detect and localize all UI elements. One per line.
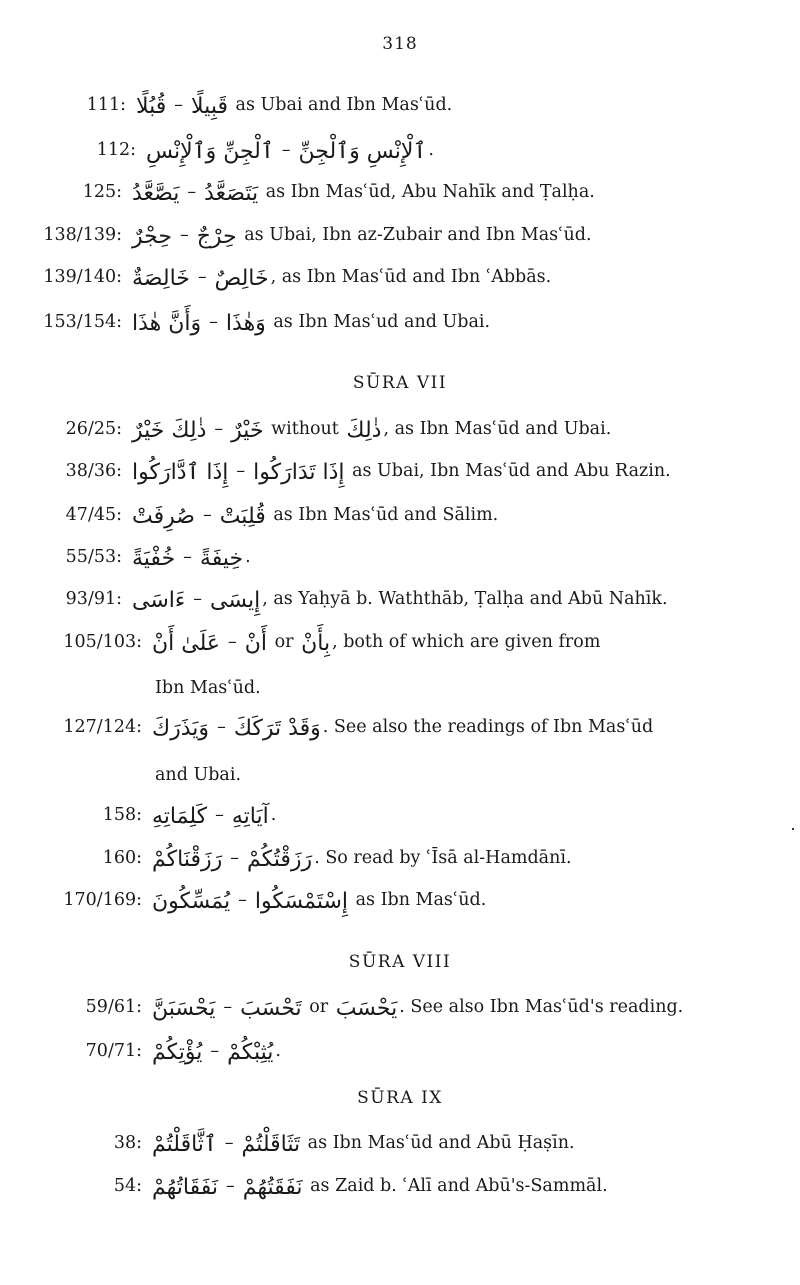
separator: – — [217, 717, 226, 737]
entry-54-ix — [30, 1177, 608, 1199]
arabic-variant: آيَاتِهِ — [231, 804, 269, 829]
entry-text: as Zaid b. ʿAlī and Abū's-Sammāl. — [304, 1176, 608, 1196]
separator: – — [236, 461, 246, 481]
sura-heading-vii: SŪRA VII — [352, 373, 448, 393]
entry-112 — [30, 141, 434, 163]
entry-text: as Ibn Masʿud and Ubai. — [267, 312, 491, 332]
arabic-variant: وَهٰذَا — [225, 311, 266, 336]
arabic-variant: إِسْتَمْسَكُوا — [254, 889, 349, 914]
separator: – — [281, 140, 291, 160]
arabic-variant: نَفَقَتُهُمْ — [242, 1175, 303, 1200]
verse-number: 111: — [86, 95, 126, 115]
arabic-variant: خَيْرٌ — [231, 418, 264, 443]
arabic-variant: قَبِيلًا — [191, 94, 228, 119]
separator: – — [202, 505, 212, 525]
entry-text: . — [428, 140, 434, 160]
separator: – — [223, 997, 233, 1017]
arabic-reading: رَزَقْنَاكُمْ — [152, 847, 223, 872]
entry-55 — [30, 548, 251, 570]
arabic-variant-alt: ذٰلِكَ — [346, 418, 382, 443]
entry-text: as Ubai, Ibn az-Zubair and Ibn Masʿūd. — [238, 225, 592, 245]
entry-text: as Ibn Masʿūd and Sālim. — [267, 505, 499, 525]
arabic-reading: ٱلْجِنِّ وَٱلْإِنْسِ — [146, 139, 274, 164]
entry-105-continuation: Ibn Masʿūd. — [155, 678, 261, 698]
entry-38-ix — [30, 1134, 575, 1156]
verse-number: 170/169: — [63, 890, 142, 910]
entry-text: , as Ibn Masʿūd and Ibn ʿAbbās. — [270, 267, 552, 287]
arabic-variant: وَقَدْ تَرَكَكَ — [233, 716, 321, 741]
arabic-variant-alt: يَحْسَبَ — [335, 996, 398, 1021]
verse-number: 112: — [96, 140, 136, 160]
arabic-variant: حِرْجٌ — [196, 224, 237, 249]
entry-170 — [30, 891, 486, 913]
stray-mark — [792, 828, 794, 830]
arabic-reading: يُمَسِّكُونَ — [152, 889, 231, 914]
arabic-reading: وَيَذَرَكَ — [152, 716, 210, 741]
arabic-reading: ذٰلِكَ خَيْرٌ — [132, 418, 207, 443]
arabic-variant: يُثِبْكُمْ — [227, 1040, 274, 1065]
separator: – — [238, 890, 247, 910]
verse-number: 138/139: — [43, 225, 122, 245]
arabic-reading: صُرِفَتْ — [132, 504, 195, 529]
entry-text: as Ibn Masʿūd. — [350, 890, 487, 910]
entry-text: , both of which are given from — [332, 632, 601, 652]
verse-number: 93/91: — [65, 589, 122, 609]
arabic-variant: ٱلْإِنْسِ وَٱلْجِنِّ — [298, 139, 427, 164]
arabic-reading: يَصَّعَّدُ — [132, 181, 180, 206]
arabic-reading: ٱثَّاقَلْتُمْ — [152, 1132, 217, 1157]
entry-38 — [30, 462, 671, 484]
entry-text: , as Yaḥyā b. Waththāb, Ṭalḥa and Abū Nahīk. — [262, 589, 668, 609]
entry-text: as Ubai, Ibn Masʿūd and Abu Razin. — [346, 461, 671, 481]
verse-number: 153/154: — [43, 312, 122, 332]
entry-139 — [30, 268, 551, 290]
verse-number: 59/61: — [85, 997, 142, 1017]
arabic-variant: إِيسَى — [209, 588, 261, 613]
arabic-variant: إِذَا تَدَارَكُوا — [253, 460, 345, 485]
verse-number: 55/53: — [65, 547, 122, 567]
connector-text: without — [265, 419, 345, 439]
arabic-reading: يُؤْتِكُمْ — [152, 1040, 203, 1065]
arabic-reading: كَلِمَاتِهِ — [152, 804, 208, 829]
arabic-variant-alt: بِأَنْ — [301, 631, 331, 656]
arabic-reading: ءَاسَى — [132, 588, 186, 613]
verse-number: 125: — [82, 182, 122, 202]
separator: – — [183, 547, 192, 567]
verse-number: 38: — [113, 1133, 142, 1153]
separator: – — [230, 848, 239, 868]
separator: – — [193, 589, 202, 609]
entry-160 — [30, 849, 572, 871]
separator: – — [209, 312, 218, 332]
separator: – — [197, 267, 207, 287]
verse-number: 47/45: — [65, 505, 122, 525]
entry-47 — [30, 506, 498, 528]
entry-127-continuation: and Ubai. — [155, 765, 242, 785]
entry-153 — [30, 313, 490, 335]
separator: – — [215, 805, 224, 825]
entry-138 — [30, 226, 592, 248]
sura-heading-viii: SŪRA VIII — [348, 952, 452, 972]
arabic-reading: يَحْسَبَنَّ — [152, 996, 216, 1021]
arabic-variant: أَنْ — [244, 631, 268, 656]
verse-number: 105/103: — [63, 632, 142, 652]
separator: – — [226, 1176, 235, 1196]
separator: – — [179, 225, 189, 245]
arabic-variant: خَالِصٌ — [214, 266, 269, 291]
entry-125 — [30, 183, 595, 205]
entry-text: . — [275, 1041, 281, 1061]
arabic-reading: نَفَقَاتُهُمْ — [152, 1175, 218, 1200]
verse-number: 26/25: — [65, 419, 122, 439]
separator: – — [214, 419, 224, 439]
entry-105 — [30, 633, 600, 655]
arabic-variant: خِيفَةً — [199, 546, 244, 571]
verse-number: 38/36: — [65, 461, 122, 481]
separator: – — [228, 632, 237, 652]
entry-text: . So read by ʿĪsā al-Hamdānī. — [314, 848, 572, 868]
entry-text: as Ubai and Ibn Masʿūd. — [229, 95, 453, 115]
arabic-variant: تَثَاقَلْتُمْ — [241, 1132, 301, 1157]
arabic-reading: قُبُلًا — [136, 94, 167, 119]
arabic-reading: حِجْرٌ — [132, 224, 172, 249]
arabic-reading: خُفْيَةً — [132, 546, 176, 571]
verse-number: 70/71: — [85, 1041, 142, 1061]
separator: – — [210, 1041, 220, 1061]
arabic-variant: قُلِبَتْ — [219, 504, 266, 529]
entry-text: as Ibn Masʿūd and Abū Ḥaṣīn. — [302, 1133, 575, 1153]
arabic-variant: رَزَقْتُكُمْ — [246, 847, 313, 872]
arabic-reading: إِذَا ٱدَّارَكُوا — [132, 460, 229, 485]
entry-127 — [30, 718, 653, 740]
entry-93 — [30, 590, 668, 612]
separator: – — [174, 95, 184, 115]
entry-158 — [30, 806, 276, 828]
entry-text: . See also the readings of Ibn Masʿūd — [322, 717, 654, 737]
page-number: 318 — [382, 34, 418, 54]
arabic-variant: تَحْسَبَ — [240, 996, 302, 1021]
entry-70 — [30, 1042, 281, 1064]
verse-number: 54: — [113, 1176, 142, 1196]
entry-text: . See also Ibn Masʿūd's reading. — [399, 997, 684, 1017]
entry-text: as Ibn Masʿūd, Abu Nahīk and Ṭalḥa. — [260, 182, 595, 202]
separator: – — [224, 1133, 234, 1153]
verse-number: 127/124: — [63, 717, 142, 737]
entry-text: . — [245, 547, 251, 567]
separator: – — [187, 182, 197, 202]
entry-59 — [30, 998, 683, 1020]
entry-111 — [30, 96, 452, 118]
verse-number: 160: — [102, 848, 142, 868]
entry-26 — [30, 420, 611, 442]
arabic-reading: عَلَىٰ أَنْ — [152, 631, 221, 656]
sura-heading-ix: SŪRA IX — [357, 1088, 443, 1108]
arabic-variant: يَتَصَعَّدُ — [204, 181, 259, 206]
verse-number: 139/140: — [43, 267, 122, 287]
verse-number: 158: — [102, 805, 142, 825]
arabic-reading: خَالِصَةٌ — [132, 266, 190, 291]
arabic-reading: وَأَنَّ هٰذَا — [132, 311, 202, 336]
entry-text: , as Ibn Masʿūd and Ubai. — [383, 419, 612, 439]
connector-text: or — [269, 632, 300, 652]
connector-text: or — [303, 997, 334, 1017]
entry-text: . — [270, 805, 277, 825]
